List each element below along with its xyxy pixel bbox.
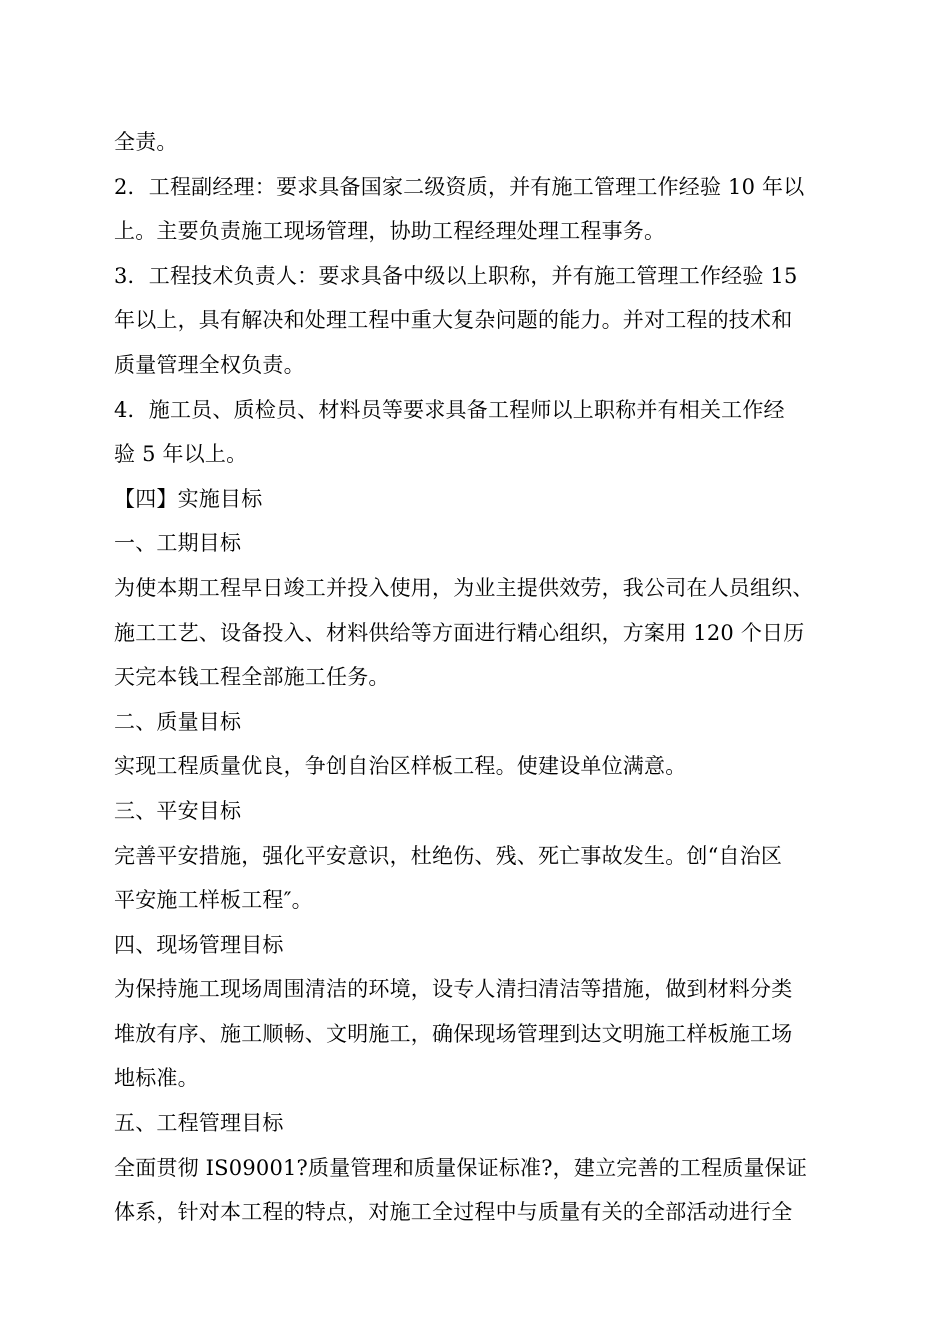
section-heading: 【四】实施目标 [114,486,263,511]
text-line: 2．工程副经理：要求具备国家二级资质，并有施工管理工作经验 10 年以 [114,174,805,199]
text-line: 地标准。 [114,1066,199,1091]
text-line: 4．施工员、质检员、材料员等要求具备工程师以上职称并有相关工作经 [114,397,785,422]
subsection-heading: 三、平安目标 [114,798,242,823]
text-line: 全责。 [114,130,178,154]
text-line: 上。主要负责施工现场管理，协助工程经理处理工程事务。 [114,219,666,244]
subsection-heading: 二、质量目标 [114,709,242,734]
text-line: 3．工程技术负责人：要求具备中级以上职称，并有施工管理工作经验 15 [114,263,798,288]
text-line: 堆放有序、施工顺畅、文明施工，确保现场管理到达文明施工样板施工场 [114,1021,793,1046]
text-line: 体系，针对本工程的特点，对施工全过程中与质量有关的全部活动进行全 [114,1200,793,1225]
text-line: 全面贯彻 IS09001?质量管理和质量保证标准?，建立完善的工程质量保证 [114,1155,808,1180]
text-line: 施工工艺、设备投入、材料供给等方面进行精心组织，方案用 120 个日历 [114,620,805,645]
text-line: 实现工程质量优良，争创自治区样板工程。使建设单位满意。 [114,754,687,779]
subsection-heading: 四、现场管理目标 [114,932,284,957]
text-line: 质量管理全权负责。 [114,352,305,377]
subsection-heading: 五、工程管理目标 [114,1111,284,1136]
text-line: 为使本期工程早日竣工并投入使用，为业主提供效劳，我公司在人员组织、 [114,575,814,600]
text-line: 天完本钱工程全部施工任务。 [114,665,390,690]
text-line: 为保持施工现场周围清洁的环境，设专人清扫清洁等措施，做到材料分类 [114,977,793,1002]
text-line: 完善平安措施，强化平安意识，杜绝伤、残、死亡事故发生。创“自治区 [114,843,783,868]
text-line: 年以上，具有解决和处理工程中重大复杂问题的能力。并对工程的技术和 [114,308,793,333]
text-line: 验 5 年以上。 [114,442,248,467]
subsection-heading: 一、工期目标 [114,531,242,556]
document-body [114,120,854,1235]
text-line: 平安施工样板工程″。 [114,888,313,913]
